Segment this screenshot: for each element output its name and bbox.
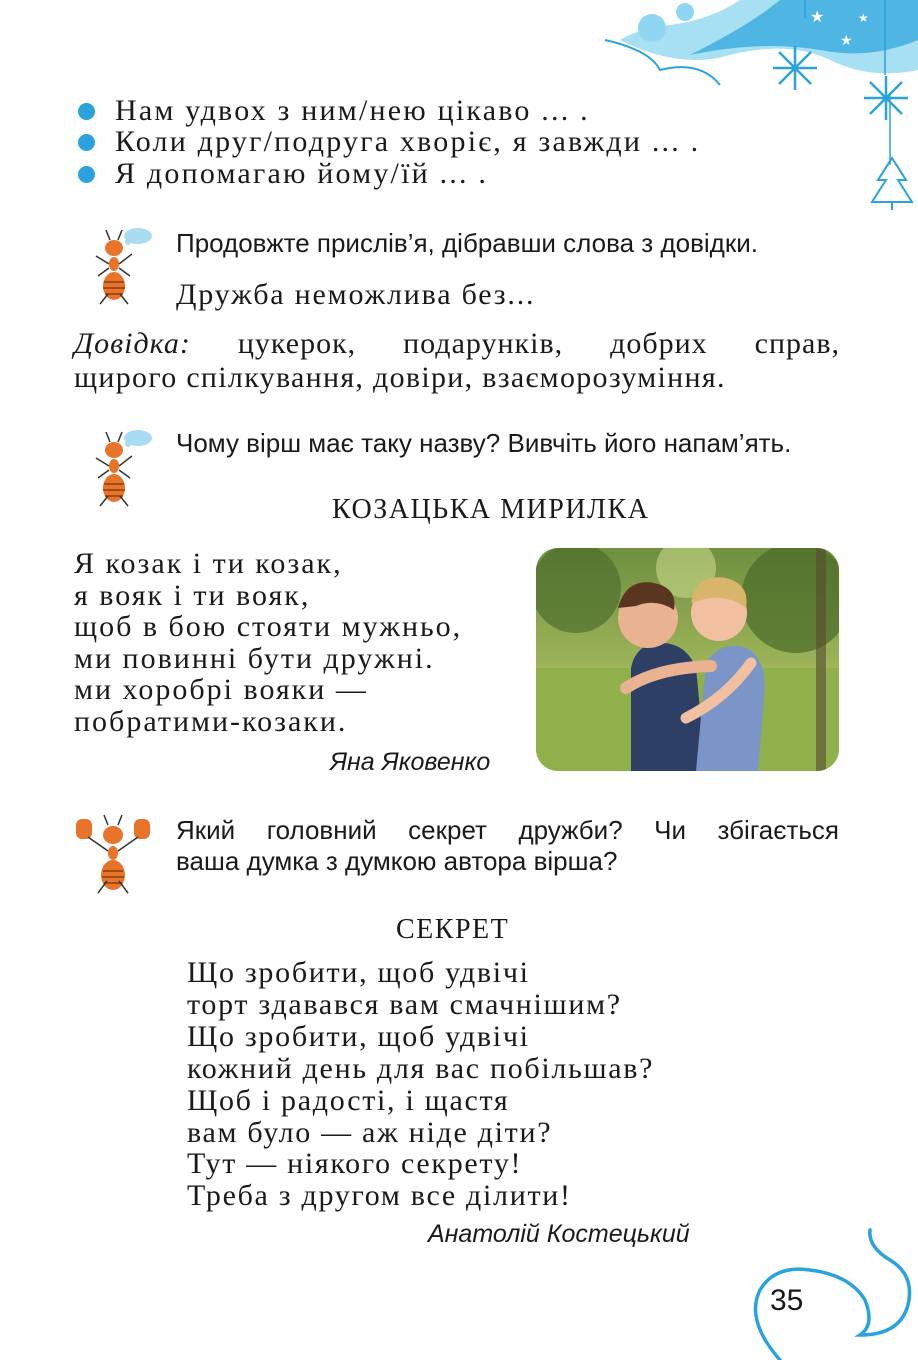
poem-title: КОЗАЦЬКА МИРИЛКА bbox=[332, 494, 650, 525]
bullet-dot bbox=[78, 166, 95, 183]
ant-thinking-icon bbox=[88, 428, 158, 508]
poem-line: Я козак і ти козак, bbox=[74, 547, 343, 580]
proverb-text: Дружба неможлива без... bbox=[176, 278, 536, 311]
reference-label: Довідка: bbox=[74, 327, 191, 360]
poem-line: щоб в бою стояти мужньо, bbox=[74, 610, 463, 644]
snowflake-icon bbox=[773, 46, 817, 90]
poem-line: Тут — ніякого секрету! bbox=[187, 1147, 523, 1181]
poem-author: Яна Яковенко bbox=[330, 748, 491, 776]
bullet-dot bbox=[78, 134, 95, 151]
task-question-2: ваша думка з думкою автора вірша? bbox=[176, 846, 618, 876]
poem-line: Треба з другом все ділити! bbox=[187, 1179, 572, 1213]
poem-line: я вояк і ти вояк, bbox=[74, 578, 311, 612]
bullet-text: Я допомагаю йому/їй ... . bbox=[115, 157, 489, 190]
poem-line: Щоб і радості, і щастя bbox=[187, 1083, 510, 1117]
poem-line: Що зробити, щоб удвічі bbox=[187, 956, 530, 989]
reference-line bbox=[74, 327, 840, 361]
list-item bbox=[78, 123, 700, 161]
list-item bbox=[78, 155, 700, 193]
svg-text:★: ★ bbox=[858, 11, 869, 25]
bullet-text: Коли друг/подруга хворіє, я завжди ... . bbox=[115, 125, 701, 158]
bullet-text: Нам удвох з ним/нею цікаво ... . bbox=[115, 94, 590, 127]
poem-line: торт здавався вам смачнішим? bbox=[187, 987, 622, 1021]
bullet-dot bbox=[78, 103, 95, 120]
poem-title: СЕКРЕТ bbox=[396, 914, 510, 945]
page-number-swirl bbox=[740, 1225, 918, 1360]
svg-text:★: ★ bbox=[840, 33, 853, 49]
task-question: Який головний секрет дружби? Чи збігається bbox=[176, 815, 839, 845]
friends-photo bbox=[536, 548, 839, 771]
reference-words-2: щирого спілкування, довіри, взаєморозуміння. bbox=[74, 361, 726, 394]
poem-line: ми хоробрі вояки — bbox=[74, 673, 368, 707]
reference-words: цукерок, подарунків, добрих справ, bbox=[237, 327, 840, 360]
task-instruction: Продовжте прислів’я, дібравши слова з довідки. bbox=[176, 228, 758, 258]
task-instruction: Чому вірш має таку назву? Вивчіть його напам’ять. bbox=[176, 428, 792, 458]
ant-thinking-icon bbox=[88, 226, 158, 306]
christmas-tree-icon bbox=[872, 158, 912, 210]
ant-boxing-icon bbox=[76, 813, 151, 895]
poem-line: Що зробити, щоб удвічі bbox=[187, 1019, 530, 1053]
poem-body bbox=[187, 957, 654, 1212]
snowflake-icon bbox=[864, 76, 908, 120]
poem-line: вам було — аж ніде діти? bbox=[187, 1115, 553, 1149]
bullet-list bbox=[78, 92, 700, 193]
svg-text:★: ★ bbox=[810, 7, 825, 26]
poem-line: побратими-козаки. bbox=[74, 704, 348, 738]
poem-author: Анатолій Костецький bbox=[428, 1220, 690, 1248]
poem-line: ми повинні бути дружні. bbox=[74, 641, 435, 675]
poem-body bbox=[74, 548, 462, 738]
poem-line: кожний день для вас побільшав? bbox=[187, 1051, 655, 1085]
page-number: 35 bbox=[770, 1284, 804, 1317]
